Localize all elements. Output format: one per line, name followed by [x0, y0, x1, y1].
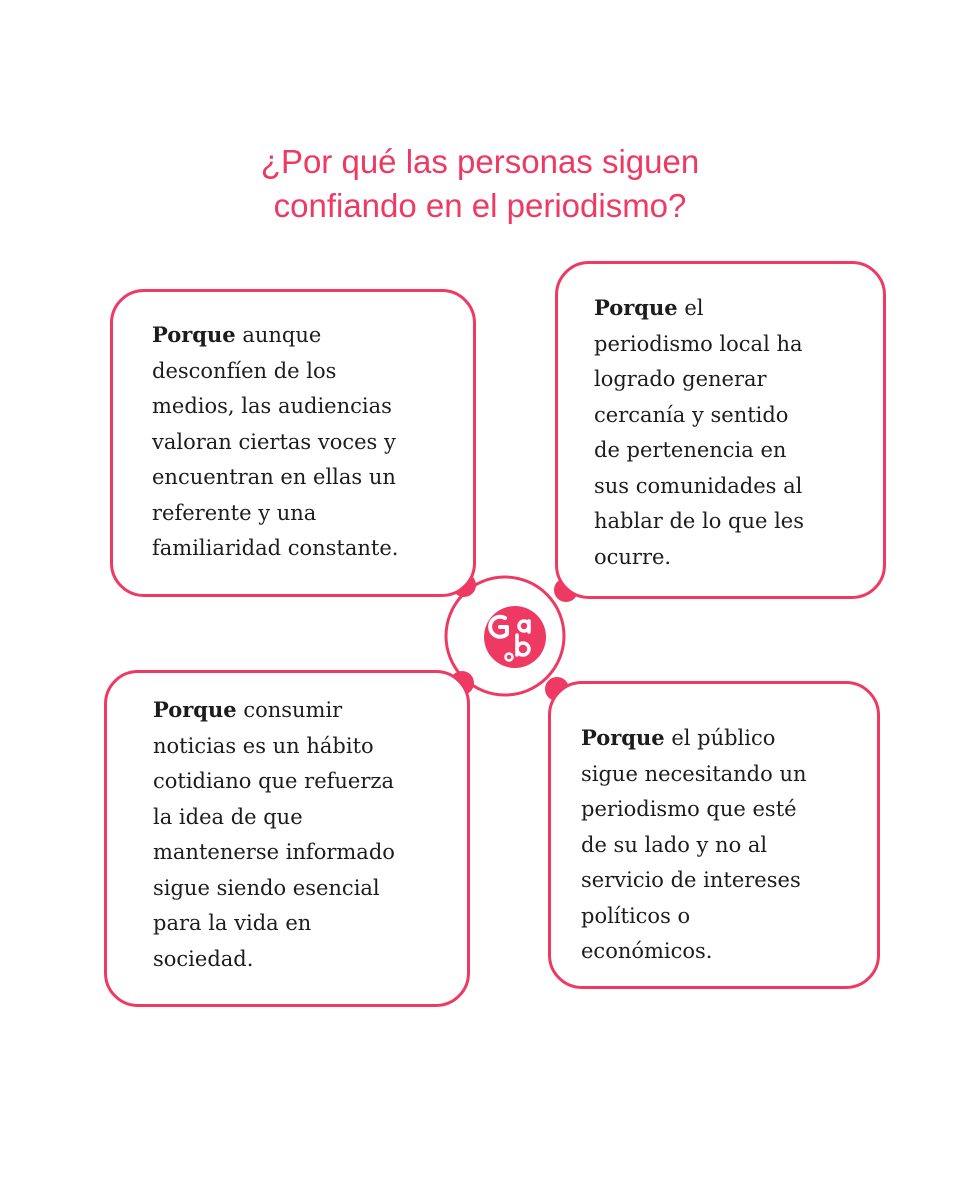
card-line: hablar de lo que les [594, 509, 805, 533]
card-line: valoran ciertas voces y [152, 429, 396, 454]
reason-card-local-journalism [555, 261, 886, 599]
reason-card-daily-habit [104, 670, 470, 1007]
reason-card-public-service [548, 681, 880, 989]
card-line: sigue siendo esencial [153, 875, 380, 900]
card-line: Porque el [594, 295, 704, 320]
card-keyword: Porque [152, 322, 236, 347]
card-line: servicio de intereses [581, 868, 801, 892]
card-line: para la vida en [153, 911, 312, 935]
reason-card-local-voices [110, 289, 476, 597]
card-line: la idea de que [153, 804, 303, 829]
card-line: económicos. [581, 939, 713, 963]
card-line: sus comunidades al [594, 473, 803, 498]
card-line: de pertenencia en [594, 438, 787, 462]
card-line: políticos o [581, 903, 691, 928]
card-line: sigue necesitando un [581, 761, 807, 786]
card-line: logrado generar [594, 367, 767, 391]
card-line: cotidiano que refuerza [153, 769, 394, 793]
card-line: desconfíen de los [152, 358, 337, 383]
card-line: periodismo que esté [581, 797, 797, 821]
card-line: periodismo local ha [594, 331, 803, 356]
card-line: de su lado y no al [581, 832, 768, 857]
card-line: mantenerse informado [153, 840, 395, 864]
card-line: medios, las audiencias [152, 394, 392, 418]
card-keyword: Porque [594, 295, 678, 320]
card-line: Porque aunque [152, 322, 322, 347]
title-line-1: ¿Por qué las personas siguen [260, 143, 700, 180]
card-keyword: Porque [153, 697, 237, 722]
card-line: ocurre. [594, 544, 672, 569]
title-line-2: confiando en el periodismo? [273, 187, 687, 224]
card-line: cercanía y sentido [594, 402, 789, 427]
card-keyword: Porque [581, 725, 665, 750]
card-line: familiaridad constante. [152, 536, 399, 560]
card-line: Porque consumir [153, 697, 343, 722]
card-line: Porque el público [581, 725, 776, 750]
gabo-logo-icon [484, 606, 546, 668]
card-line: sociedad. [153, 946, 254, 971]
card-line: noticias es un hábito [153, 733, 374, 758]
card-line: encuentran en ellas un [152, 465, 396, 489]
card-line: referente y una [152, 500, 317, 525]
